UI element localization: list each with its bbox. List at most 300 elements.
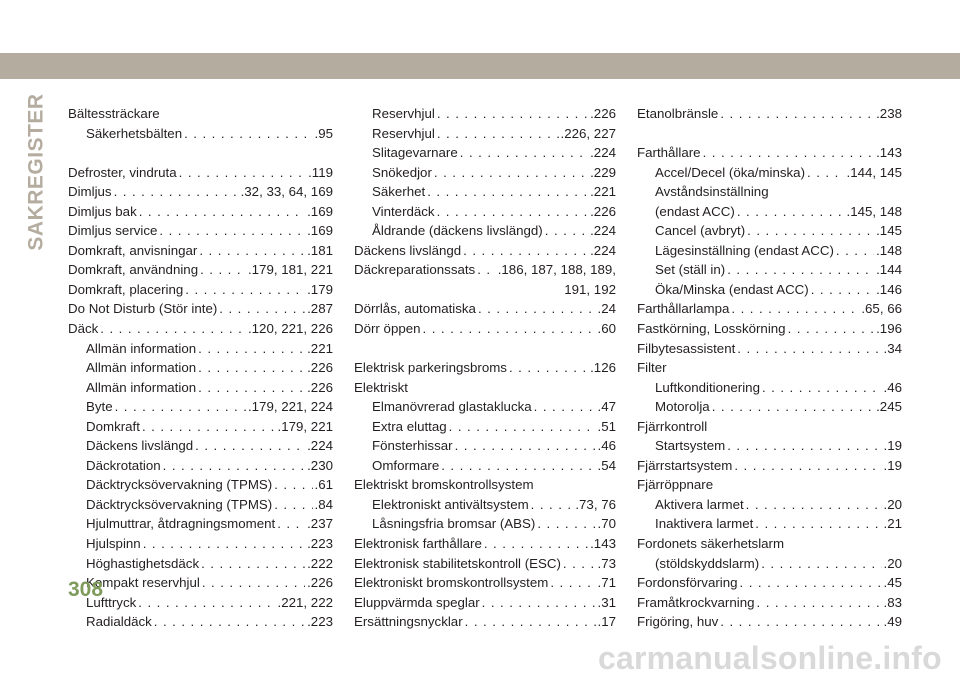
entry-term: Inaktivera larmet (655, 516, 754, 532)
dot-leader (138, 593, 275, 613)
index-subentry (354, 417, 616, 437)
entry-term: Lufttryck (86, 594, 137, 610)
section-tab (24, 93, 50, 251)
dot-leader (720, 612, 881, 632)
index-subentry (637, 241, 902, 261)
entry-term: Öka/Minska (endast ACC) (655, 281, 809, 297)
entry-page-refs: .226 (590, 106, 616, 121)
entry-term: Allmän information (86, 360, 197, 376)
dot-leader (746, 495, 882, 515)
header-band (0, 53, 960, 79)
entry-term: Allmän information (86, 379, 197, 395)
index-entry (68, 241, 333, 261)
index-subentry (637, 260, 902, 280)
entry-page-refs: .73, 76 (575, 496, 616, 512)
entry-term: Domkraft, användning (68, 262, 199, 278)
index-subentry (637, 182, 902, 202)
entry-page-refs: .224 (307, 438, 333, 454)
entry-page-refs: .60 (597, 321, 616, 337)
index-subentry (354, 124, 616, 144)
entry-term: Cancel (avbryt) (655, 223, 746, 239)
index-entry (637, 143, 902, 163)
entry-page-refs: .19 (883, 457, 902, 473)
entry-term: Däckreparationssats (354, 262, 476, 278)
footer-watermark: carmanualsonline.info (598, 640, 942, 676)
index-subentry (354, 221, 616, 241)
dot-leader (199, 241, 305, 261)
entry-term: Låsningsfria bromsar (ABS) (372, 516, 536, 532)
entry-term: Frigöring, huv (637, 614, 719, 630)
dot-leader (449, 417, 596, 437)
index-entry (354, 378, 616, 398)
entry-page-refs: .146 (876, 281, 902, 297)
entry-term: Säkerhet (372, 184, 426, 200)
index-subentry (68, 124, 333, 144)
index-entry (68, 163, 333, 183)
entry-term: Filbytesassistent (637, 340, 736, 356)
index-subentry (68, 573, 333, 593)
entry-page-refs: .20 (883, 496, 902, 512)
entry-page-refs: .73 (597, 555, 616, 571)
entry-term: Reservhjul (372, 106, 435, 121)
entry-term: Do Not Disturb (Stör inte) (68, 301, 218, 317)
index-entry (637, 339, 902, 359)
entry-page-refs: .32, 33, 64, 169 (240, 184, 333, 200)
dot-leader (437, 104, 588, 124)
entry-term: Startsystem (655, 438, 726, 454)
entry-page-refs: .223 (307, 536, 333, 552)
index-subentry (637, 378, 902, 398)
index-entry (354, 612, 616, 632)
dot-leader (807, 163, 845, 183)
dot-leader (563, 554, 596, 574)
index-entry (354, 573, 616, 593)
entry-term: Elektronisk stabilitetskontroll (ESC) (354, 555, 561, 571)
dot-leader (727, 436, 881, 456)
dot-leader (788, 319, 875, 339)
entry-term: Motorolja (655, 399, 710, 415)
dot-leader (198, 339, 305, 359)
index-entry (637, 534, 902, 554)
index-subentry (68, 456, 333, 476)
index-entry (354, 280, 616, 300)
index-column-1 (68, 104, 333, 632)
dot-leader (737, 202, 845, 222)
entry-term: Elektroniskt antivältsystem (372, 496, 529, 512)
entry-term: Farthållare (637, 145, 701, 161)
index-entry (354, 593, 616, 613)
entry-term: Set (ställ in) (655, 262, 726, 278)
index-subentry (68, 495, 333, 515)
dot-leader (201, 554, 305, 574)
index-subentry (68, 339, 333, 359)
index-subentry (354, 436, 616, 456)
dot-leader (202, 573, 305, 593)
entry-page-refs: .49 (883, 614, 902, 630)
entry-term: Lägesinställning (endast ACC) (655, 242, 834, 258)
entry-page-refs: .230 (307, 457, 333, 473)
index-column-3 (637, 104, 902, 632)
dot-leader (727, 260, 874, 280)
dot-leader (478, 299, 596, 319)
entry-term: (stöldskyddslarm) (655, 555, 760, 571)
index-subentry (354, 182, 616, 202)
index-entry (354, 319, 616, 339)
dot-leader (737, 339, 881, 359)
index-entry (68, 280, 333, 300)
entry-term: Snökedjor (372, 164, 432, 180)
dot-leader (703, 143, 875, 163)
entry-page-refs: .46 (883, 379, 902, 395)
entry-page-refs: .223 (307, 614, 333, 630)
entry-term: Accel/Decel (öka/minska) (655, 164, 806, 180)
entry-term: Däck (68, 321, 99, 337)
entry-page-refs: .226 (307, 379, 333, 395)
dot-leader (477, 260, 495, 280)
index-entry (637, 319, 902, 339)
dot-leader (441, 456, 595, 476)
entry-term: Dimljus service (68, 223, 158, 239)
entry-page-refs: .120, 221, 226 (247, 321, 333, 337)
dot-leader (163, 456, 305, 476)
index-entry (68, 221, 333, 241)
index-subentry (68, 612, 333, 632)
dot-leader (114, 182, 239, 202)
index-entry (637, 104, 902, 124)
index-entry (637, 612, 902, 632)
entry-page-refs: .143 (876, 145, 902, 161)
index-entry (354, 554, 616, 574)
entry-page-refs: .221 (590, 184, 616, 200)
index-entry (354, 299, 616, 319)
dot-leader (423, 319, 596, 339)
dot-leader (455, 436, 596, 456)
index-entry (354, 475, 616, 495)
index-entry (637, 593, 902, 613)
dot-leader (179, 163, 306, 183)
dot-leader (154, 612, 305, 632)
index-subentry (354, 202, 616, 222)
entry-term: Domkraft, placering (68, 281, 184, 297)
entry-page-refs: .119 (308, 164, 333, 180)
entry-page-refs: .224 (590, 242, 616, 258)
dot-leader (734, 456, 881, 476)
dot-leader (195, 436, 305, 456)
entry-term: Dimljus (68, 184, 112, 200)
index-entry (637, 475, 902, 495)
index-entry (637, 358, 902, 378)
entry-term: Eluppvärmda speglar (354, 594, 480, 610)
dot-leader (184, 124, 312, 144)
index-entry (68, 182, 333, 202)
entry-term: Elektrisk parkeringsbroms (354, 360, 507, 376)
index-entry (68, 260, 333, 280)
dot-leader (836, 241, 874, 261)
entry-page-refs: .17 (597, 614, 616, 630)
index-subentry (354, 397, 616, 417)
entry-page-refs: .221, 222 (277, 594, 333, 610)
entry-term: Däcktrycksövervakning (TPMS) (86, 477, 273, 493)
entry-term: Domkraft, anvisningar (68, 242, 198, 258)
entry-page-refs: .65, 66 (861, 301, 902, 317)
entry-term: Bältessträckare (68, 106, 160, 121)
entry-term: Däckrotation (86, 457, 161, 473)
entry-page-refs: .226 (590, 203, 616, 219)
index-subentry (68, 554, 333, 574)
entry-term: Omformare (372, 457, 440, 473)
dot-leader (537, 514, 595, 534)
index-subentry (637, 436, 902, 456)
entry-page-refs: .51 (597, 418, 616, 434)
entry-term: Dörrlås, automatiska (354, 301, 476, 317)
dot-leader (755, 514, 881, 534)
index-subentry (68, 378, 333, 398)
dot-leader (143, 534, 305, 554)
entry-term: Elmanövrerad glastaklucka (372, 399, 532, 415)
entry-page-refs: .287 (307, 301, 333, 317)
entry-term: Allmän information (86, 340, 197, 356)
entry-page-refs: .47 (597, 399, 616, 415)
entry-page-refs: .145, 148 (846, 203, 902, 219)
index-subentry (68, 358, 333, 378)
entry-page-refs: .148 (876, 242, 902, 258)
section-tab-label: SAKREGISTER (25, 93, 48, 251)
index-subentry (354, 456, 616, 476)
index-entry (637, 299, 902, 319)
entry-page-refs: .181 (307, 242, 333, 258)
dot-leader (200, 260, 246, 280)
entry-page-refs: .71 (597, 575, 616, 591)
entry-page-refs: .126 (590, 360, 616, 376)
index-subentry (68, 397, 333, 417)
dot-leader (747, 221, 874, 241)
entry-term: Hjulmuttrar, åtdragningsmoment (86, 516, 276, 532)
entry-term: Elektronisk farthållare (354, 536, 482, 552)
dot-leader (762, 378, 882, 398)
entry-page-refs: .31 (597, 594, 616, 610)
entry-page-refs: .61 (314, 477, 333, 493)
entry-page-refs: .221 (307, 340, 333, 356)
index-entry (354, 260, 616, 280)
entry-term: Däckens livslängd (86, 438, 194, 454)
entry-term: Däckens livslängd (354, 242, 462, 258)
dot-leader (277, 514, 305, 534)
entry-term: Dimljus bak (68, 203, 137, 219)
entry-page-refs: .19 (883, 438, 902, 454)
entry-term: Ersättningsnycklar (354, 614, 463, 630)
entry-term: Framåtkrockvarning (637, 594, 755, 610)
entry-page-refs: .83 (883, 594, 902, 610)
index-subentry (637, 495, 902, 515)
entry-page-refs: .179, 221 (277, 418, 333, 434)
entry-page-refs: .226 (307, 575, 333, 591)
entry-page-refs: .224 (590, 145, 616, 161)
index-entry (354, 241, 616, 261)
dot-leader (720, 104, 874, 124)
entry-page-refs: .54 (597, 457, 616, 473)
entry-page-refs: .144 (876, 262, 902, 278)
dot-leader (509, 358, 588, 378)
index-subentry (637, 397, 902, 417)
entry-page-refs: .238 (876, 106, 902, 121)
dot-leader (437, 124, 559, 144)
entry-term: Aktivera larmet (655, 496, 744, 512)
entry-term: Dörr öppen (354, 321, 421, 337)
index-entry (637, 456, 902, 476)
entry-term: Domkraft (86, 418, 140, 434)
index-subentry (68, 514, 333, 534)
dot-leader (531, 495, 574, 515)
entry-page-refs: .226, 227 (560, 125, 616, 141)
dot-leader (274, 475, 312, 495)
entry-term: Fönsterhissar (372, 438, 453, 454)
dot-leader (545, 221, 588, 241)
entry-page-refs: .237 (307, 516, 333, 532)
entry-page-refs: 191, 192 (564, 281, 616, 297)
index-entry (68, 299, 333, 319)
dot-leader (198, 358, 305, 378)
index-subentry (354, 143, 616, 163)
dot-leader (427, 182, 588, 202)
entry-page-refs: .95 (314, 125, 333, 141)
entry-page-refs: .179 (307, 281, 333, 297)
index-subentry (68, 417, 333, 437)
entry-page-refs: .144, 145 (846, 164, 902, 180)
entry-term: Fordonsförvaring (637, 575, 738, 591)
entry-page-refs: .229 (590, 164, 616, 180)
entry-page-refs: .143 (590, 536, 616, 552)
dot-leader (534, 397, 596, 417)
entry-page-refs: .34 (883, 340, 902, 356)
dot-leader (482, 593, 596, 613)
entry-term: Etanolbränsle (637, 106, 719, 121)
entry-term: (endast ACC) (655, 203, 735, 219)
index-subentry (68, 593, 333, 613)
dot-leader (437, 202, 589, 222)
index-entry (68, 202, 333, 222)
dot-leader (712, 397, 874, 417)
entry-page-refs: .45 (883, 575, 902, 591)
entry-term: Hjulspinn (86, 536, 141, 552)
page-number: 308 (68, 578, 104, 601)
entry-page-refs: .196 (876, 321, 902, 337)
index-subentry (637, 280, 902, 300)
entry-term: Fjärrkontroll (637, 418, 708, 434)
dot-leader (185, 280, 305, 300)
entry-term: Farthållarlampa (637, 301, 730, 317)
entry-term: Byte (86, 399, 113, 415)
entry-term: Vinterdäck (372, 203, 435, 219)
dot-leader (434, 163, 588, 183)
dot-leader (159, 221, 305, 241)
entry-page-refs: .245 (876, 399, 902, 415)
index-subentry (354, 163, 616, 183)
dot-leader (465, 612, 596, 632)
entry-term: Åldrande (däckens livslängd) (372, 223, 543, 239)
entry-page-refs: .145 (876, 223, 902, 239)
index-subentry (354, 495, 616, 515)
entry-page-refs: .46 (597, 438, 616, 454)
entry-page-refs: .222 (307, 555, 333, 571)
index-entry (354, 358, 616, 378)
entry-term: Avståndsinställning (655, 184, 769, 200)
index-entry (68, 104, 333, 124)
entry-page-refs: .179, 181, 221 (247, 262, 333, 278)
entry-term: Fjärrstartsystem (637, 457, 733, 473)
entry-term: Radialdäck (86, 614, 152, 630)
dot-leader (811, 280, 874, 300)
entry-term: Filter (637, 360, 667, 376)
entry-term: Extra eluttag (372, 418, 447, 434)
dot-leader (198, 378, 305, 398)
entry-term: Däcktrycksövervakning (TPMS) (86, 496, 273, 512)
dot-leader (757, 593, 882, 613)
dot-leader (139, 202, 305, 222)
dot-leader (731, 299, 859, 319)
entry-term: Kompakt reservhjul (86, 575, 200, 591)
entry-term: Säkerhetsbälten (86, 125, 183, 141)
entry-term: Elektriskt (354, 379, 408, 395)
entry-page-refs: .224 (590, 223, 616, 239)
entry-page-refs: .169 (307, 223, 333, 239)
dot-leader (761, 554, 881, 574)
index-column-2 (354, 104, 616, 632)
entry-page-refs: .21 (883, 516, 902, 532)
entry-term: Slitagevarnare (372, 145, 458, 161)
dot-leader (484, 534, 588, 554)
dot-leader (463, 241, 588, 261)
entry-term: Fordonets säkerhetslarm (637, 536, 785, 552)
index-subentry (68, 534, 333, 554)
entry-page-refs: .24 (597, 301, 616, 317)
index-subentry (637, 221, 902, 241)
index-entry (637, 417, 902, 437)
entry-term: Luftkonditionering (655, 379, 760, 395)
entry-page-refs: .226 (307, 360, 333, 376)
entry-term: Defroster, vindruta (68, 164, 177, 180)
entry-page-refs: .70 (597, 516, 616, 532)
entry-term: Fastkörning, Losskörning (637, 321, 786, 337)
index-entry (637, 573, 902, 593)
dot-leader (740, 573, 882, 593)
entry-page-refs: .186, 187, 188, 189, (497, 262, 616, 278)
index-subentry (68, 436, 333, 456)
index-subentry (637, 514, 902, 534)
index-entry (68, 319, 333, 339)
entry-page-refs: .179, 221, 224 (247, 399, 333, 415)
entry-term: Höghastighetsdäck (86, 555, 200, 571)
entry-term: Elektroniskt bromskontrollsystem (354, 575, 549, 591)
dot-leader (219, 299, 305, 319)
entry-term: Fjärröppnare (637, 477, 714, 493)
entry-page-refs: .84 (314, 496, 333, 512)
dot-leader (550, 573, 595, 593)
index-entry (354, 534, 616, 554)
entry-term: Elektriskt bromskontrollsystem (354, 477, 534, 493)
index-subentry (637, 163, 902, 183)
dot-leader (274, 495, 312, 515)
entry-page-refs: .169 (307, 203, 333, 219)
dot-leader (100, 319, 246, 339)
dot-leader (460, 143, 588, 163)
entry-page-refs: .20 (883, 555, 902, 571)
index-subentry (68, 475, 333, 495)
index-subentry (354, 104, 616, 124)
index-subentry (637, 554, 902, 574)
entry-term: Reservhjul (372, 125, 435, 141)
dot-leader (142, 417, 276, 437)
index-subentry (637, 202, 902, 222)
